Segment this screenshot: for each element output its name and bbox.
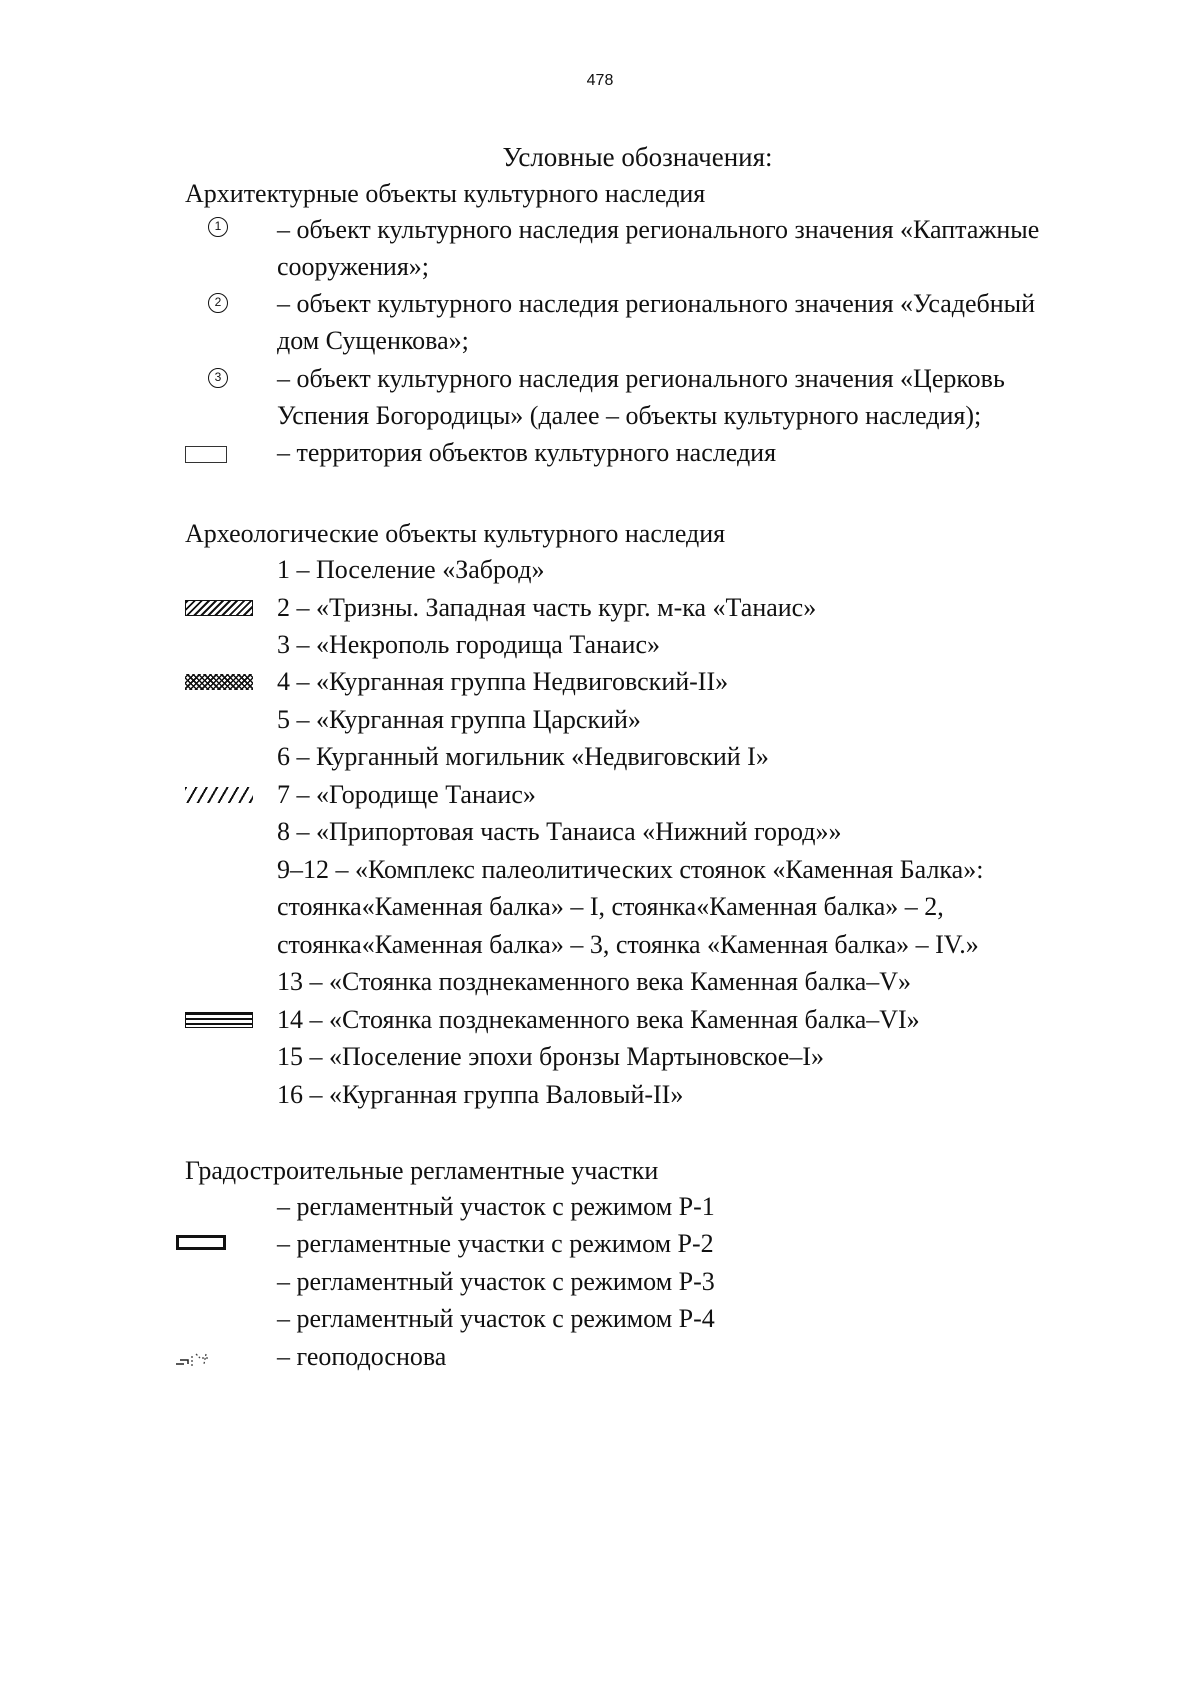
archaeo-item-text: 9–12 – «Комплекс палеолитических стоянок «Каменная Балка»: <box>277 855 984 884</box>
archaeo-item-text: 14 – «Стоянка позднекаменного века Каменная балка–VI» <box>277 1005 920 1034</box>
grad-section-title: Градостроительные регламентные участки <box>185 1156 659 1185</box>
archaeo-item-text: 3 – «Некрополь городища Танаис» <box>277 630 661 659</box>
arch-item-2-line2: дом Сущенкова»; <box>277 326 469 355</box>
archaeo-section-title: Археологические объекты культурного наследия <box>185 519 726 548</box>
circle-number-icon: 1 <box>208 217 228 237</box>
crosshatch-icon <box>185 674 253 690</box>
archaeo-item-text: 6 – Курганный могильник «Недвиговский I» <box>277 742 769 771</box>
archaeo-item-text: 13 – «Стоянка позднекаменного века Каменная балка–V» <box>277 967 912 996</box>
grad-item-text: – геоподоснова <box>277 1342 447 1371</box>
archaeo-item-text: стоянка«Каменная балка» – 3, стоянка «Каменная балка» – IV.» <box>277 930 979 959</box>
arch-item-1-line1: – объект культурного наследия регионального значения «Каптажные <box>277 215 1040 244</box>
thin-rectangle-icon <box>185 446 227 463</box>
grad-item-text: – регламентные участки с режимом Р-2 <box>277 1229 714 1258</box>
archaeo-item-text: 1 – Поселение «Заброд» <box>277 555 545 584</box>
grad-item-text: – регламентный участок с режимом Р-1 <box>277 1192 715 1221</box>
grad-item-text: – регламентный участок с режимом Р-4 <box>277 1304 715 1333</box>
page-number: 478 <box>586 72 614 89</box>
archaeo-item-text: 15 – «Поселение эпохи бронзы Мартыновское–I» <box>277 1042 824 1071</box>
sparse-diagonal-hatch-icon <box>185 787 253 803</box>
thick-rectangle-icon <box>176 1235 226 1250</box>
circle-number-icon: 2 <box>208 293 228 313</box>
archaeo-item-text: 5 – «Курганная группа Царский» <box>277 705 641 734</box>
archaeo-item-text: 2 – «Тризны. Западная часть кург. м-ка «Танаис» <box>277 593 817 622</box>
arch-item-4-line1: – территория объектов культурного наследия <box>277 438 777 467</box>
archaeo-item-text: 7 – «Городище Танаис» <box>277 780 536 809</box>
arch-item-3-line2: Успения Богородицы» (далее – объекты культурного наследия); <box>277 401 982 430</box>
dense-diagonal-hatch-icon <box>185 600 253 616</box>
arch-item-1-line2: сооружения»; <box>277 252 430 281</box>
geobase-symbol-icon <box>174 1346 224 1370</box>
grad-item-text: – регламентный участок с режимом Р-3 <box>277 1267 715 1296</box>
archaeo-item-text: 8 – «Припортовая часть Танаиса «Нижний город»» <box>277 817 842 846</box>
arch-item-2-line1: – объект культурного наследия регионального значения «Усадебный <box>277 289 1036 318</box>
legend-heading: Условные обозначения: <box>502 142 773 172</box>
archaeo-item-text: 4 – «Курганная группа Недвиговский-II» <box>277 667 729 696</box>
archaeo-item-text: 16 – «Курганная группа Валовый-II» <box>277 1080 684 1109</box>
arch-item-3-line1: – объект культурного наследия регионального значения «Церковь <box>277 364 1005 393</box>
circle-number-icon: 3 <box>208 368 228 388</box>
arch-section-title: Архитектурные объекты культурного наследия <box>185 179 706 208</box>
horizontal-lines-icon <box>185 1012 253 1028</box>
archaeo-item-text: стоянка«Каменная балка» – I, стоянка«Каменная балка» – 2, <box>277 892 944 921</box>
